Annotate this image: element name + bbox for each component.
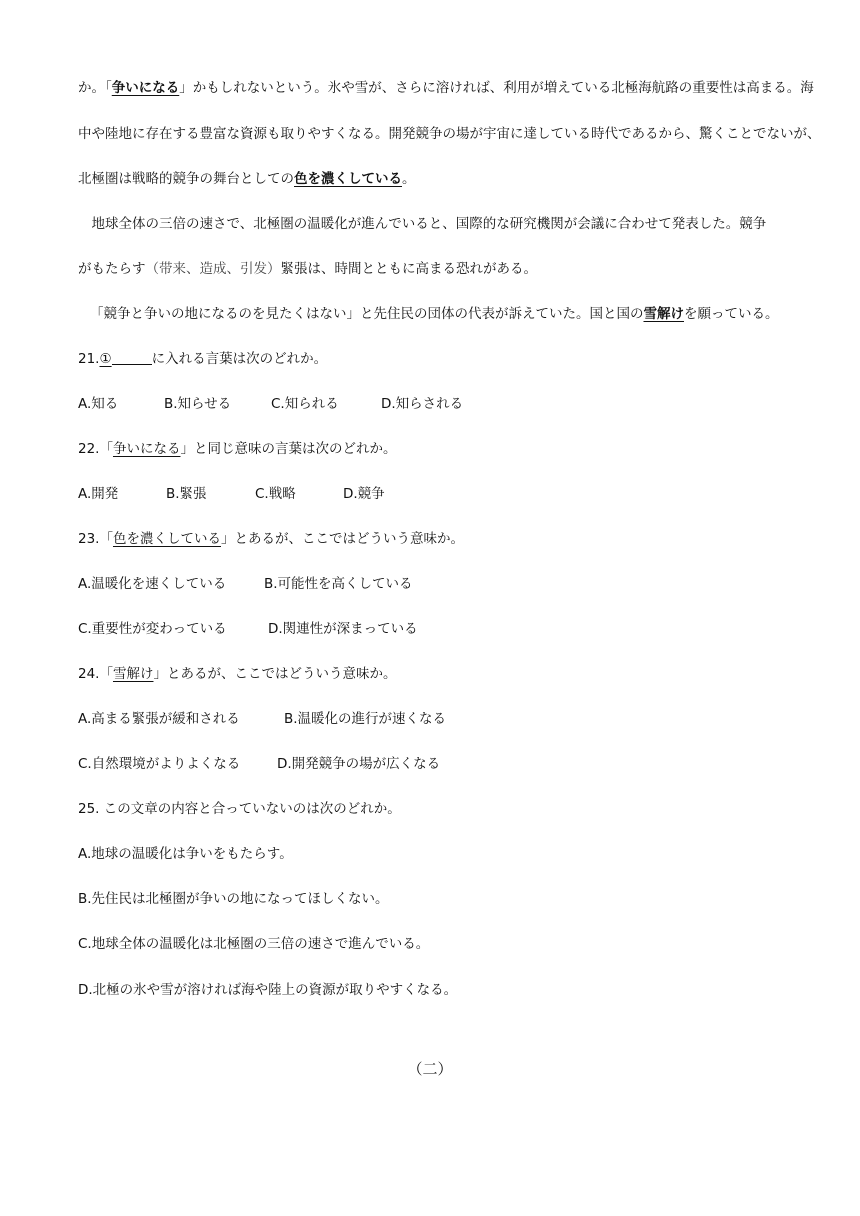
question-number: 24.「 xyxy=(78,666,113,682)
option-c[interactable]: C.戦略 xyxy=(255,486,296,502)
underlined-phrase-iro: 色を濃くしている xyxy=(294,171,402,187)
option-b[interactable]: B.温暖化の進行が速くなる xyxy=(284,711,447,727)
passage-line-6 xyxy=(90,304,800,324)
option-d[interactable]: D.関連性が深まっている xyxy=(268,621,418,637)
passage-text: 北極圏は戦略的競争の舞台としての xyxy=(78,171,294,187)
passage-text: がもたらす xyxy=(78,261,146,277)
option-a[interactable]: A.温暖化を速くしている xyxy=(78,576,227,592)
question-23 xyxy=(78,529,800,549)
question-text: に入れる言葉は次のどれか。 xyxy=(151,351,328,367)
option-d[interactable]: D.知らされる xyxy=(381,396,464,412)
section-heading: （二） xyxy=(407,1060,453,1078)
blank-marker: ① xyxy=(99,351,112,367)
passage-text: 」かもしれないという。氷や雪が、さらに溶ければ、利用が増えている北極海航路の重要性は高まる。海 xyxy=(179,80,814,96)
option-b[interactable]: B.緊張 xyxy=(166,486,207,502)
passage-text: 中や陸地に存在する豊富な資源も取りやすくなる。開発競争の場が宇宙に達している時代であるから、驚くことでないが、 xyxy=(78,126,821,142)
question-text: 」と同じ意味の言葉は次のどれか。 xyxy=(180,441,397,457)
option-b[interactable]: B.知らせる xyxy=(164,396,232,412)
question-text: 」とあるが、ここではどういう意味か。 xyxy=(220,531,464,547)
quoted-phrase: 争いになる xyxy=(112,441,181,457)
option-c[interactable]: C.自然環境がよりよくなる xyxy=(78,756,241,772)
question-22 xyxy=(78,439,800,459)
question-21-options xyxy=(78,394,800,414)
question-number: 22.「 xyxy=(78,441,113,457)
option-d[interactable]: D.開発競争の場が広くなる xyxy=(277,756,441,772)
question-24-options-row1 xyxy=(78,709,800,729)
passage-text: を願っている。 xyxy=(684,306,779,322)
option-b[interactable]: B.可能性を高くしている xyxy=(264,576,413,592)
option-d[interactable]: D.北極の氷や雪が溶ければ海や陸上の資源が取りやすくなる。 xyxy=(78,982,458,998)
passage-line-4 xyxy=(78,214,800,234)
passage-line-2 xyxy=(78,124,821,144)
quoted-phrase: 色を濃くしている xyxy=(112,531,221,547)
question-25 xyxy=(78,799,800,819)
question-text: 25. この文章の内容と合っていないのは次のどれか。 xyxy=(78,801,401,817)
passage-text: か。「 xyxy=(78,80,112,96)
option-a[interactable]: A.開発 xyxy=(78,486,119,502)
option-a[interactable]: A.地球の温暖化は争いをもたらす。 xyxy=(78,846,293,862)
option-c[interactable]: C.知られる xyxy=(271,396,339,412)
option-a[interactable]: A.高まる緊張が緩和される xyxy=(78,711,240,727)
passage-text: 「競争と争いの地になるのを見たくはない」と先住民の団体の代表が訴えていた。国と国の xyxy=(90,306,644,322)
question-number: 21. xyxy=(78,351,100,367)
passage-text: 緊張は、時間とともに高まる恐れがある。 xyxy=(280,261,537,277)
underlined-phrase-arasoi: 争いになる xyxy=(111,80,180,96)
option-c[interactable]: C.重要性が変わっている xyxy=(78,621,227,637)
question-23-options-row1 xyxy=(78,574,800,594)
option-c[interactable]: C.地球全体の温暖化は北極圏の三倍の速さで進んでいる。 xyxy=(78,936,430,952)
chinese-gloss: （带来、造成、引发） xyxy=(145,261,281,277)
passage-line-3 xyxy=(78,169,800,189)
question-23-options-row2 xyxy=(78,619,800,639)
question-24 xyxy=(78,664,800,684)
passage-text: 地球全体の三倍の速さで、北極圏の温暖化が進んでいると、国際的な研究機関が会議に合わせて発表した。競争 xyxy=(78,216,767,232)
answer-blank xyxy=(112,350,152,365)
question-number: 23.「 xyxy=(78,531,113,547)
quoted-phrase: 雪解け xyxy=(112,666,154,682)
passage-line-5 xyxy=(78,259,800,279)
passage-line-1 xyxy=(78,78,814,98)
underlined-phrase-yukidoke: 雪解け xyxy=(643,306,684,322)
passage-text: 。 xyxy=(402,171,416,187)
option-d[interactable]: D.競争 xyxy=(343,486,385,502)
question-21 xyxy=(78,349,800,369)
question-text: 」とあるが、ここではどういう意味か。 xyxy=(153,666,397,682)
question-24-options-row2 xyxy=(78,754,800,774)
question-22-options xyxy=(78,484,800,504)
option-a[interactable]: A.知る xyxy=(78,396,119,412)
option-b[interactable]: B.先住民は北極圏が争いの地になってほしくない。 xyxy=(78,891,389,907)
